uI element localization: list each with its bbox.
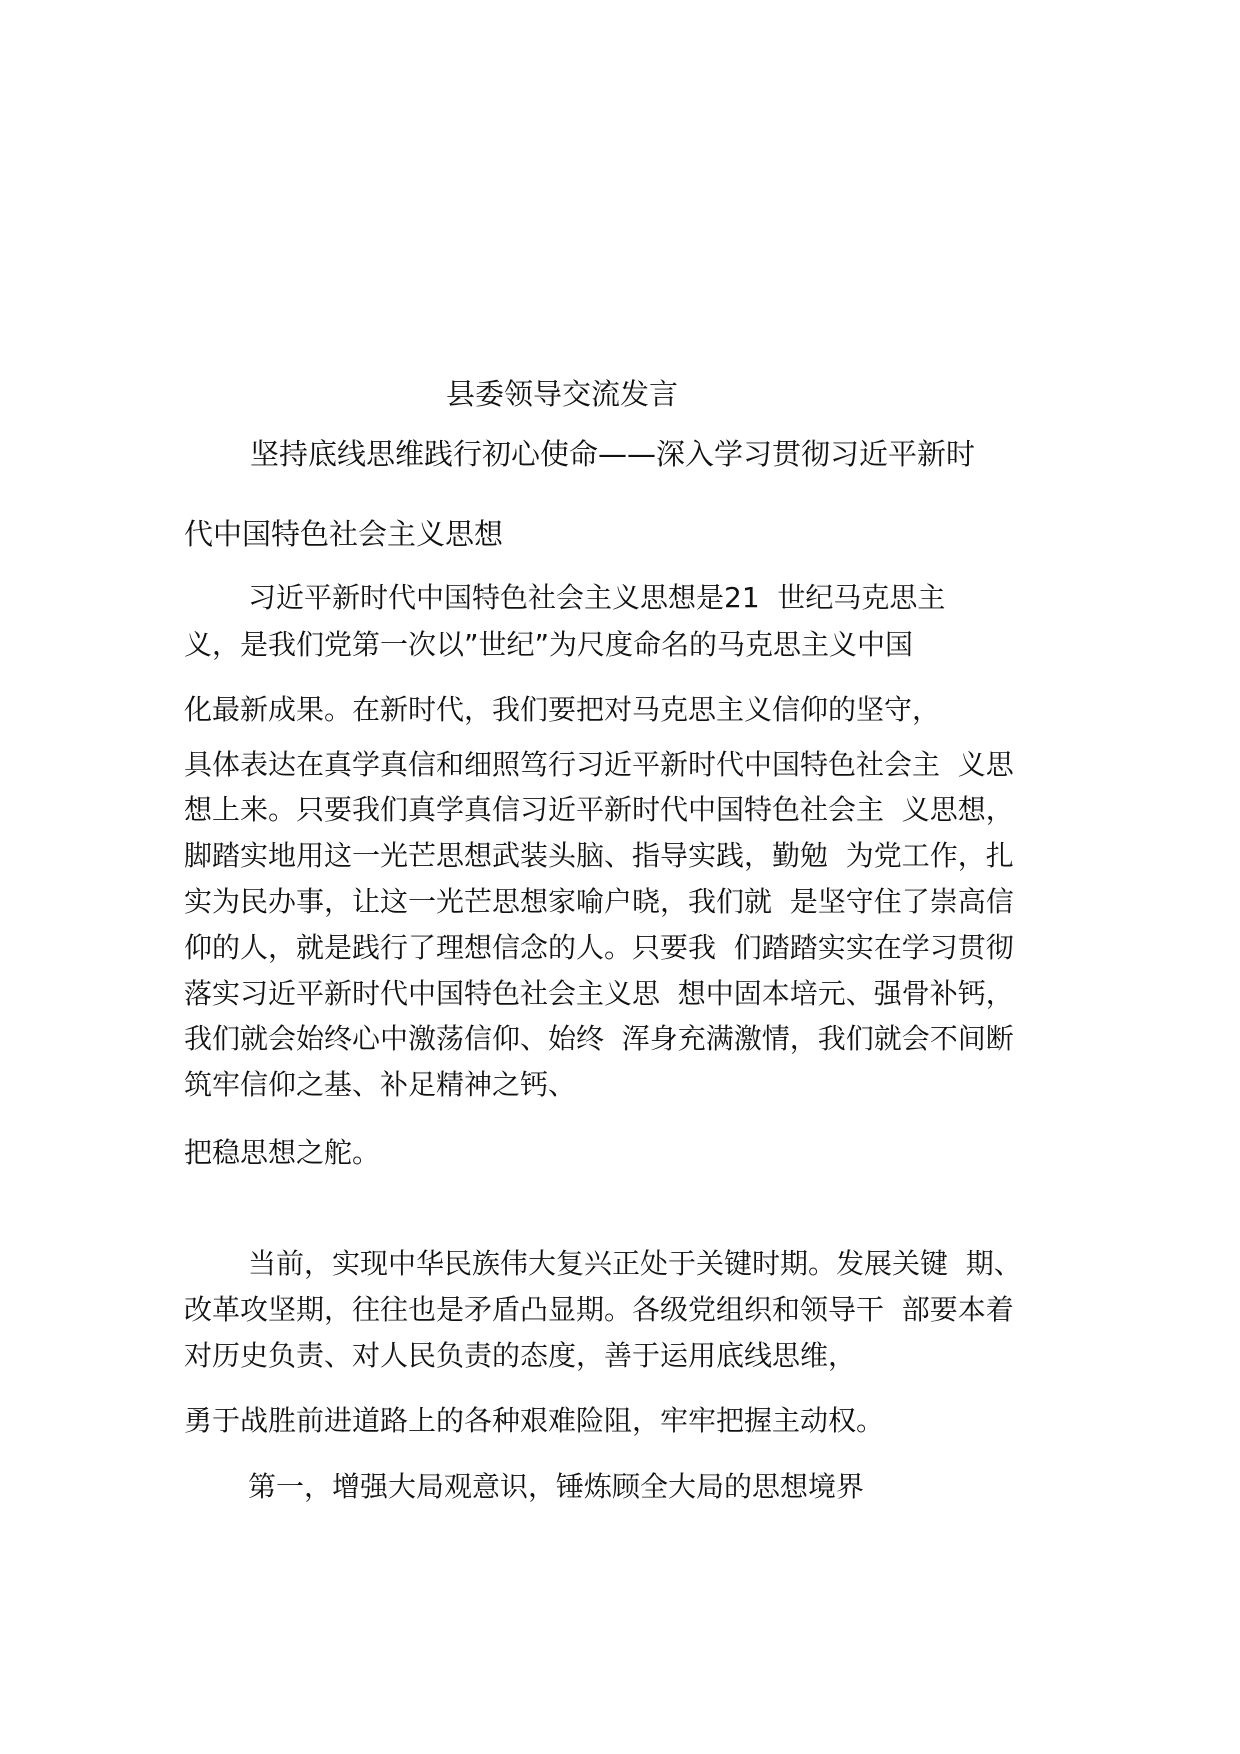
paragraph-1-line-1: 习近平新时代中国特色社会主义思想是21 世纪马克思主 bbox=[248, 581, 946, 614]
paragraph-1-line-4: 具体表达在真学真信和细照笃行习近平新时代中国特色社会主 义思 bbox=[184, 748, 1014, 781]
paragraph-1-line-5: 想上来。只要我们真学真信习近平新时代中国特色社会主 义思想， bbox=[184, 793, 1014, 826]
paragraph-1-line-2: 义，是我们党第一次以”世纪”为尺度命名的马克思主义中国 bbox=[184, 628, 914, 661]
paragraph-1-line-11: 筑牢信仰之基、补足精神之钙、 bbox=[184, 1068, 577, 1101]
paragraph-3-line-1: 第一，增强大局观意识，锤炼顾全大局的思想境界 bbox=[248, 1470, 865, 1503]
paragraph-2-line-2: 改革攻坚期，往往也是矛盾凸显期。各级党组织和领导干 部要本着 bbox=[184, 1293, 1014, 1326]
document-subtitle-line-2: 代中国特色社会主义思想 bbox=[184, 517, 504, 551]
paragraph-1-line-9: 落实习近平新时代中国特色社会主义思 想中固本培元、强骨补钙， bbox=[184, 977, 1014, 1010]
paragraph-1-line-6: 脚踏实地用这一光芒思想武装头脑、指导实践，勤勉 为党工作，扎 bbox=[184, 839, 1014, 872]
document-title: 县委领导交流发言 bbox=[446, 377, 679, 411]
paragraph-1-line-7: 实为民办事，让这一光芒思想家喻户晓，我们就 是坚守住了崇高信 bbox=[184, 885, 1014, 918]
paragraph-1-line-12: 把稳思想之舵。 bbox=[184, 1136, 381, 1169]
paragraph-2-line-1: 当前，实现中华民族伟大复兴正处于关键时期。发展关键 期、 bbox=[248, 1247, 1022, 1280]
paragraph-1-line-10: 我们就会始终心中激荡信仰、始终 浑身充满激情，我们就会不间断 bbox=[184, 1022, 1014, 1055]
paragraph-1-line-8: 仰的人，就是践行了理想信念的人。只要我 们踏踏实实在学习贯彻 bbox=[184, 931, 1014, 964]
paragraph-2-line-4: 勇于战胜前进道路上的各种艰难险阻，牢牢把握主动权。 bbox=[184, 1404, 885, 1437]
paragraph-1-line-3: 化最新成果。在新时代，我们要把对马克思主义信仰的坚守， bbox=[184, 693, 941, 726]
paragraph-2-line-3: 对历史负责、对人民负责的态度，善于运用底线思维， bbox=[184, 1339, 857, 1372]
document-subtitle-line-1: 坚持底线思维践行初心使命——深入学习贯彻习近平新时 bbox=[250, 437, 976, 471]
